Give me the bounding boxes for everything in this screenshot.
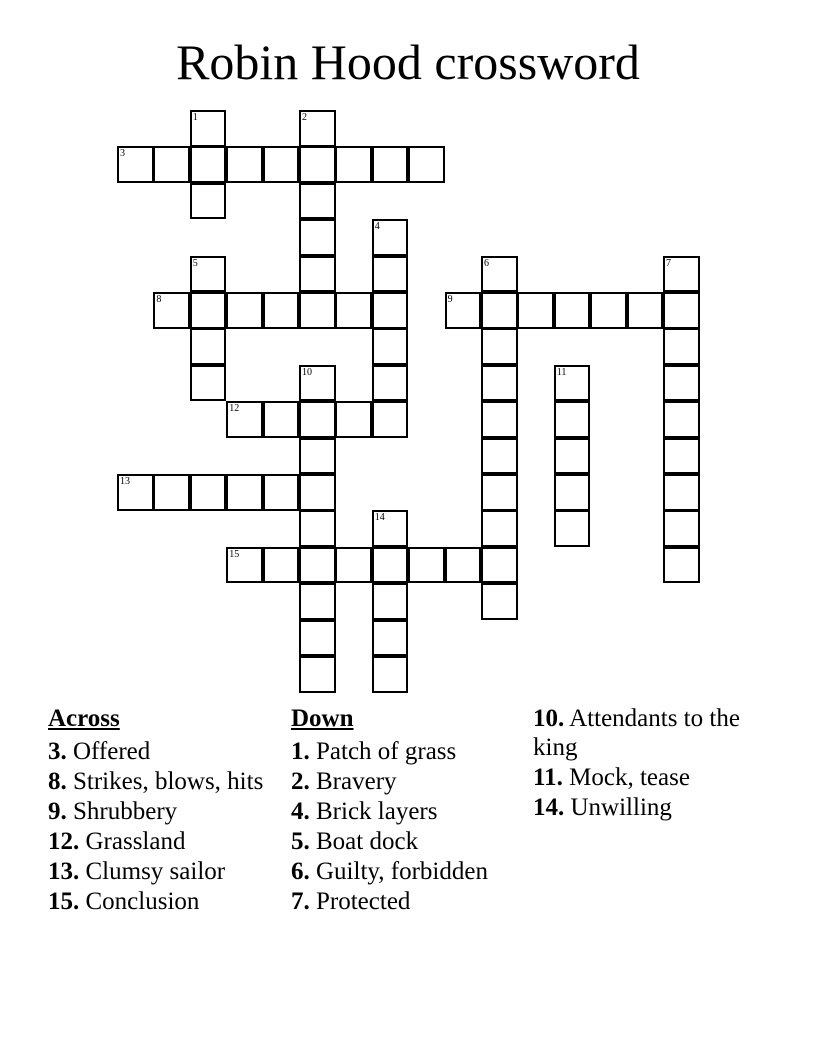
- clue-text: Guilty, forbidden: [309, 858, 488, 885]
- grid-cell[interactable]: [554, 438, 591, 475]
- page-title: Robin Hood crossword: [176, 34, 640, 90]
- cell-number: 10: [302, 366, 312, 378]
- clue-number: 5.: [291, 828, 310, 855]
- cell-number: 6: [484, 257, 489, 269]
- grid-cell[interactable]: [481, 365, 518, 402]
- grid-cell[interactable]: [372, 620, 409, 657]
- clue-item: [291, 767, 521, 796]
- clue-text: Clumsy sailor: [79, 858, 226, 885]
- grid-cell[interactable]: [372, 583, 409, 620]
- grid-cell[interactable]: [481, 547, 518, 584]
- grid-cell[interactable]: [663, 474, 700, 511]
- clue-item: [291, 857, 521, 886]
- grid-cell[interactable]: [481, 256, 518, 293]
- clue-item: [533, 793, 763, 822]
- clue-number: 10.: [533, 705, 565, 732]
- grid-cell[interactable]: [445, 292, 482, 329]
- grid-cell[interactable]: [372, 547, 409, 584]
- cell-number: 7: [666, 257, 671, 269]
- clue-number: 7.: [291, 888, 310, 915]
- grid-cell[interactable]: [663, 510, 700, 547]
- cell-number: 8: [156, 294, 162, 305]
- grid-cell[interactable]: [117, 146, 154, 183]
- across-heading: Across: [48, 705, 120, 732]
- grid-cell[interactable]: [299, 583, 336, 620]
- grid-cell[interactable]: [372, 292, 409, 329]
- grid-cell[interactable]: [408, 547, 445, 584]
- clue-number: 3.: [48, 738, 67, 765]
- grid-cell[interactable]: [663, 256, 700, 293]
- grid-cell[interactable]: [372, 328, 409, 365]
- grid-cell[interactable]: [190, 365, 227, 402]
- grid-cell[interactable]: [372, 256, 409, 293]
- grid-cell[interactable]: [372, 656, 409, 693]
- clue-item: [533, 763, 763, 792]
- clue-text: Boat dock: [309, 828, 419, 855]
- grid-cell[interactable]: [335, 401, 372, 438]
- cell-number: 12: [229, 403, 240, 415]
- grid-cell[interactable]: [481, 583, 518, 620]
- grid-cell[interactable]: [299, 510, 336, 547]
- clue-number: 9.: [48, 798, 67, 825]
- grid-cell[interactable]: [117, 474, 154, 511]
- grid-cell[interactable]: [226, 146, 263, 183]
- clue-text: Conclusion: [79, 888, 200, 915]
- grid-cell[interactable]: [481, 292, 518, 329]
- grid-cell[interactable]: [263, 547, 300, 584]
- grid-cell[interactable]: [226, 547, 263, 584]
- grid-cell[interactable]: [299, 620, 336, 657]
- grid-cell[interactable]: [663, 547, 700, 584]
- grid-cell[interactable]: [335, 146, 372, 183]
- grid-cell[interactable]: [263, 292, 300, 329]
- down-heading: Down: [291, 705, 354, 732]
- grid-cell[interactable]: [299, 365, 336, 402]
- grid-cell[interactable]: [663, 328, 700, 365]
- grid-cell[interactable]: [190, 474, 227, 511]
- clue-number: 15.: [48, 888, 80, 915]
- grid-cell[interactable]: [299, 547, 336, 584]
- cell-number: 11: [556, 366, 567, 378]
- grid-cell[interactable]: [372, 219, 409, 256]
- grid-cell[interactable]: [627, 292, 664, 329]
- grid-cell[interactable]: [663, 438, 700, 475]
- grid-cell[interactable]: [590, 292, 627, 329]
- clue-item: [291, 797, 521, 826]
- clue-number: 2.: [291, 768, 310, 795]
- grid-cell[interactable]: [554, 474, 591, 511]
- grid-cell[interactable]: [481, 328, 518, 365]
- grid-cell[interactable]: [263, 474, 300, 511]
- cell-number: 5: [192, 257, 198, 269]
- grid-cell[interactable]: [299, 183, 336, 220]
- grid-cell[interactable]: [372, 510, 409, 547]
- grid-cell[interactable]: [335, 547, 372, 584]
- grid-cell[interactable]: [226, 401, 263, 438]
- grid-cell[interactable]: [372, 401, 409, 438]
- cell-number: 4: [374, 221, 380, 233]
- clue-text: Brick layers: [309, 798, 438, 825]
- grid-cell[interactable]: [408, 146, 445, 183]
- clue-number: 6.: [291, 858, 310, 885]
- grid-cell[interactable]: [663, 292, 700, 329]
- clue-item: [533, 704, 763, 762]
- grid-cell[interactable]: [554, 292, 591, 329]
- grid-cell[interactable]: [299, 474, 336, 511]
- cell-number: 2: [302, 112, 307, 123]
- clue-number: 8.: [48, 768, 67, 795]
- clue-item: [48, 797, 273, 826]
- grid-cell[interactable]: [554, 401, 591, 438]
- grid-cell[interactable]: [299, 256, 336, 293]
- cell-number: 15: [229, 548, 240, 560]
- clue-item: [48, 887, 273, 916]
- clue-text: Unwilling: [564, 794, 672, 821]
- clue-item: [48, 737, 273, 766]
- grid-cell[interactable]: [299, 438, 336, 475]
- grid-cell[interactable]: [481, 510, 518, 547]
- grid-cell[interactable]: [299, 146, 336, 183]
- grid-cell[interactable]: [299, 219, 336, 256]
- clue-text: Patch of grass: [309, 738, 457, 765]
- clue-item: [291, 827, 521, 856]
- clue-text: Strikes, blows, hits: [66, 768, 264, 795]
- grid-cell[interactable]: [190, 256, 227, 293]
- grid-cell[interactable]: [663, 401, 700, 438]
- clue-number: 14.: [533, 794, 565, 821]
- grid-cell[interactable]: [263, 401, 300, 438]
- grid-cell[interactable]: [153, 474, 190, 511]
- grid-cell[interactable]: [190, 183, 227, 220]
- clue-number: 1.: [291, 738, 310, 765]
- clue-number: 11.: [533, 764, 563, 791]
- grid-cell[interactable]: [517, 292, 554, 329]
- grid-cell[interactable]: [226, 292, 263, 329]
- clue-text: Attendants to the king: [533, 705, 740, 761]
- grid-cell[interactable]: [372, 365, 409, 402]
- grid-cell[interactable]: [663, 365, 700, 402]
- grid-cell[interactable]: [190, 146, 227, 183]
- clue-item: [48, 827, 273, 856]
- grid-cell[interactable]: [481, 438, 518, 475]
- grid-cell[interactable]: [190, 292, 227, 329]
- cell-number: 1: [192, 112, 198, 123]
- clue-text: Grassland: [79, 828, 186, 855]
- grid-cell[interactable]: [335, 292, 372, 329]
- grid-cell[interactable]: [299, 110, 336, 147]
- grid-cell[interactable]: [299, 656, 336, 693]
- cell-number: 9: [447, 294, 453, 305]
- clue-text: Protected: [309, 888, 411, 915]
- cell-number: 13: [120, 476, 130, 487]
- clue-item: [291, 737, 521, 766]
- clue-number: 13.: [48, 858, 80, 885]
- down-clues-continued: [533, 704, 763, 823]
- grid-cell[interactable]: [299, 401, 336, 438]
- grid-cell[interactable]: [226, 474, 263, 511]
- clue-text: Shrubbery: [66, 798, 178, 825]
- cell-number: 14: [374, 512, 385, 524]
- clue-number: 4.: [291, 798, 310, 825]
- clue-item: [48, 857, 273, 886]
- grid-cell[interactable]: [445, 547, 482, 584]
- clue-number: 12.: [48, 828, 80, 855]
- grid-cell[interactable]: [554, 510, 591, 547]
- grid-cell[interactable]: [153, 146, 190, 183]
- grid-cell[interactable]: [153, 292, 190, 329]
- grid-cell[interactable]: [299, 292, 336, 329]
- clue-text: Bravery: [309, 768, 397, 795]
- cell-number: 3: [120, 148, 125, 160]
- across-clues: [48, 704, 273, 917]
- clue-text: Mock, tease: [562, 764, 690, 791]
- clue-text: Offered: [66, 738, 151, 765]
- grid-cell[interactable]: [190, 110, 227, 147]
- clue-item: [48, 767, 273, 796]
- grid-cell[interactable]: [263, 146, 300, 183]
- grid-cell[interactable]: [190, 328, 227, 365]
- down-clues: [291, 704, 521, 917]
- grid-cell[interactable]: [554, 365, 591, 402]
- grid-cell[interactable]: [481, 401, 518, 438]
- clue-item: [291, 887, 521, 916]
- grid-cell[interactable]: [481, 474, 518, 511]
- grid-cell[interactable]: [372, 146, 409, 183]
